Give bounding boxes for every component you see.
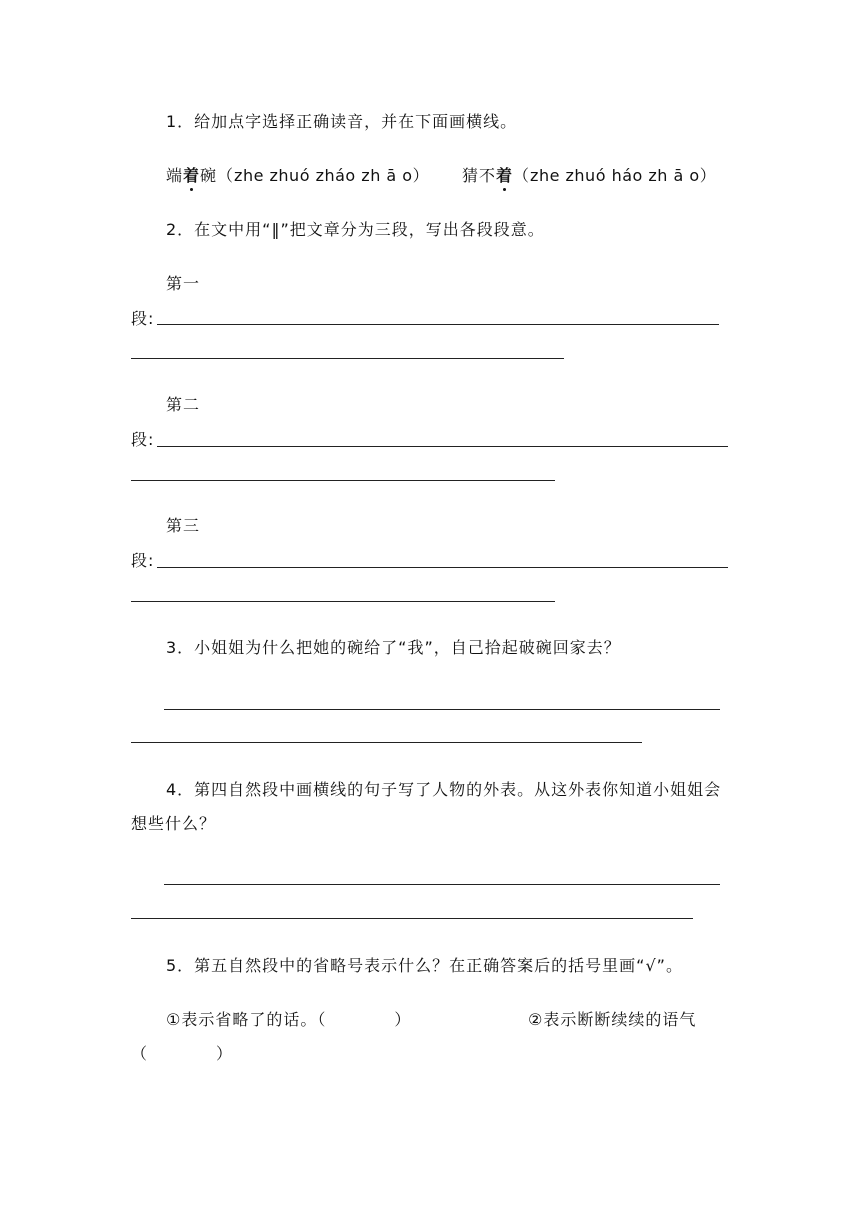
q1-item-2-before: 猜不: [462, 166, 497, 185]
q3-answer-line-2[interactable]: [131, 742, 642, 743]
q2-segment-1-label-bottom: 段:: [131, 309, 155, 328]
q4-answer-line-2[interactable]: [131, 918, 693, 919]
q2-prompt: 2．在文中用“‖”把文章分为三段，写出各段段意。: [166, 220, 545, 239]
q1-item-1-pinyin-options: zhe zhuó zháo zh ā o: [234, 166, 413, 185]
q3-prompt: 3．小姐姐为什么把她的碗给了“我”，自己拾起破碗回家去？: [166, 638, 621, 657]
q1-item-2-pinyin-options: zhe zhuó háo zh ā o: [530, 166, 700, 185]
q1-item-1: [166, 166, 430, 186]
q1-item-2: [462, 166, 717, 186]
q1-prompt: 1．给加点字选择正确读音，并在下面画横线。: [166, 112, 518, 131]
q2-segment-2-answer-line-1[interactable]: [157, 446, 728, 447]
q2-segment-2-label-top: 第二: [166, 395, 201, 414]
q4-answer-line-1[interactable]: [164, 884, 720, 885]
q5-option-1[interactable]: ①表示省略了的话。（ ）: [166, 1010, 412, 1029]
q2-segment-3-label-bottom: 段:: [131, 551, 155, 570]
q2-segment-1-label-top: 第一: [166, 274, 201, 293]
q3-answer-line-1[interactable]: [164, 709, 720, 710]
q1-item-1-after: 碗（: [200, 166, 235, 185]
q5-prompt: 5．第五自然段中的省略号表示什么？在正确答案后的括号里画“√”。: [166, 956, 683, 975]
q4-prompt-line-2: 想些什么？: [131, 814, 217, 833]
q2-segment-3-label-top: 第三: [166, 516, 201, 535]
q1-item-2-dotted-char: 着: [496, 166, 514, 185]
q4-prompt-line-1: 4．第四自然段中画横线的句子写了人物的外表。从这外表你知道小姐姐会: [166, 780, 722, 799]
q1-item-1-before: 端: [166, 166, 184, 185]
q1-item-2-close: ）: [699, 166, 717, 185]
q2-segment-2-answer-line-2[interactable]: [131, 480, 555, 481]
q2-segment-2-label-bottom: 段:: [131, 430, 155, 449]
q2-segment-1-answer-line-2[interactable]: [131, 358, 564, 359]
q5-option-2-paren[interactable]: （ ）: [131, 1044, 234, 1063]
q2-segment-3-answer-line-1[interactable]: [157, 567, 728, 568]
q5-option-2[interactable]: ②表示断断续续的语气: [528, 1010, 697, 1029]
q2-segment-3-answer-line-2[interactable]: [131, 601, 555, 602]
q1-item-1-dotted-char: 着: [183, 166, 201, 185]
q1-item-2-after: （: [513, 166, 531, 185]
q1-item-1-close: ）: [412, 166, 430, 185]
q2-segment-1-answer-line-1[interactable]: [157, 324, 719, 325]
